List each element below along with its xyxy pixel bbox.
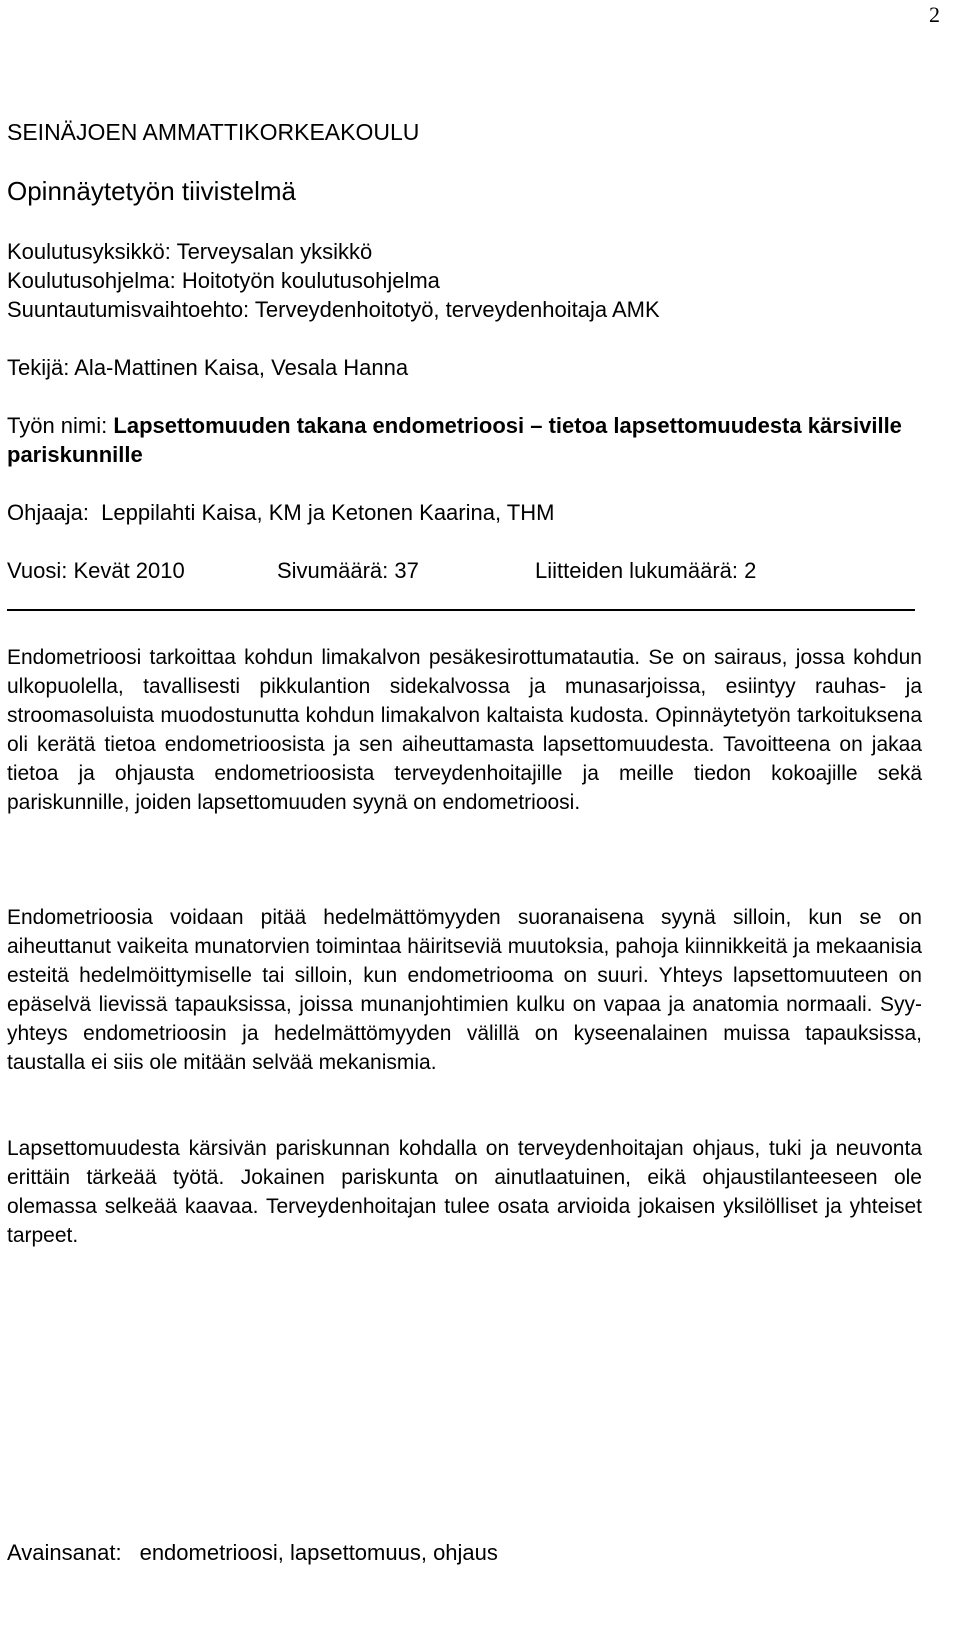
supervisor-line: Ohjaaja: Leppilahti Kaisa, KM ja Ketonen Kaarina, THM: [7, 500, 555, 525]
keywords-line: [7, 1538, 498, 1568]
institution-name: SEINÄJOEN AMMATTIKORKEAKOULU: [7, 119, 420, 145]
abstract-paragraph: Endometrioosi tarkoittaa kohdun limakalvon pesäkesirottumatautia. Se on sairaus, jossa kohdun ulkopuolella, tavallisesti pikkulantion sidekalvossa ja munasarjoissa, esiintyy rauhas- ja stroomasoluista muodostunutta kohdun limakalvon kaltaista kudosta. Opinnäytetyön tarkoituksena oli kerätä tietoa endometrioosista ja sen aiheuttamasta lapsettomuudesta. Tavoitteena on jakaa tietoa ja ohjausta endometrioosista terveydenhoitajille ja meille tiedon kokoajille sekä pariskunnille, joiden lapsettomuuden syynä on endometrioosi.: [7, 646, 922, 814]
work-title-line: [7, 411, 937, 469]
unit-line: Koulutusyksikkö: Terveysalan yksikkö: [7, 239, 373, 264]
abstract-paragraph: Endometrioosia voidaan pitää hedelmättömyyden suoranaisena syynä silloin, kun se on aiheuttanut vaikeita munatorvien toimintaa häiritseviä muutoksia, pahoja kiinnikkeitä ja mekaanisia esteitä hedelmöittymiselle tai silloin, kun endometriooma on suuri. Yhteys lapsettomuuteen on epäselvä lievissä tapauksissa, joissa munanjohtimien kulku on vapaa ja anatomia normaali. Syy-yhteys endometrioosin ja hedelmättömyyden välillä on kyseenalainen muissa tapauksissa, taustalla ei siis ole mitään selvää mekanismia.: [7, 906, 922, 1074]
work-title-label: Työn nimi:: [7, 413, 108, 438]
page-number: 2: [929, 2, 940, 27]
abstract-paragraph: Lapsettomuudesta kärsivän pariskunnan kohdalla on terveydenhoitajan ohjaus, tuki ja neuvonta erittäin tärkeää työtä. Jokainen pariskunta on ainutlaatuinen, eikä ohjaustilanteeseen ole olemassa selkeää kaavaa. Terveydenhoitajan tulee osata arvioida jokaisen yksilölliset ja yhteiset tarpeet.: [7, 1137, 922, 1247]
meta-line: [7, 556, 907, 586]
author-line: Tekijä: Ala-Mattinen Kaisa, Vesala Hanna: [7, 355, 409, 380]
document-title: Opinnäytetyön tiivistelmä: [7, 176, 297, 206]
meta-pages: Sivumäärä: 37: [277, 558, 419, 583]
work-title: Lapsettomuuden takana endometrioosi – tietoa lapsettomuudesta kärsiville pariskunnille: [7, 413, 902, 467]
keywords-label: Avainsanat:: [7, 1540, 122, 1565]
program-line: Koulutusohjelma: Hoitotyön koulutusohjelma: [7, 268, 440, 293]
separator-rule: [7, 609, 915, 611]
orientation-line: Suuntautumisvaihtoehto: Terveydenhoitotyö, terveydenhoitaja AMK: [7, 297, 660, 322]
keywords-value: endometrioosi, lapsettomuus, ohjaus: [139, 1540, 498, 1565]
meta-appendices: Liitteiden lukumäärä: 2: [535, 558, 757, 583]
meta-year: Vuosi: Kevät 2010: [7, 558, 185, 583]
